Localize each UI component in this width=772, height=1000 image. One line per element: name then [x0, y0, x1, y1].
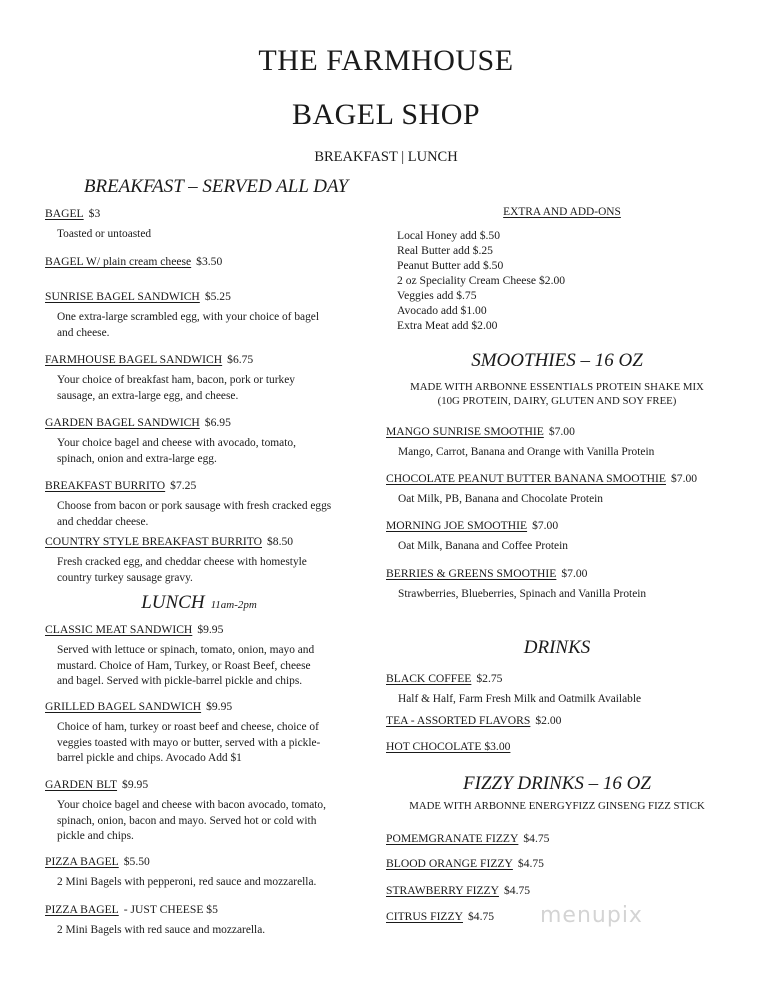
menu-item	[386, 567, 587, 580]
item-description: Half & Half, Farm Fresh Milk and Oatmilk Available	[398, 693, 642, 705]
item-name: TEA - ASSORTED FLAVORS	[386, 714, 531, 727]
item-description: and cheddar cheese.	[57, 515, 149, 528]
addon-item: Local Honey add $.50	[397, 229, 501, 242]
item-description: Your choice bagel and cheese with bacon avocado, tomato,	[57, 799, 326, 811]
watermark: menupix	[540, 903, 643, 928]
item-name: GRILLED BAGEL SANDWICH	[45, 700, 202, 713]
menu-item	[386, 910, 494, 923]
item-name: GARDEN BAGEL SANDWICH	[45, 416, 200, 429]
menu-item	[386, 519, 558, 532]
item-name: MANGO SUNRISE SMOOTHIE	[386, 425, 544, 438]
item-description: Oat Milk, Banana and Coffee Protein	[398, 540, 568, 552]
menu-subtitle: BREAKFAST | LUNCH	[314, 149, 458, 165]
menu-item	[386, 672, 502, 685]
item-name: FARMHOUSE BAGEL SANDWICH	[45, 353, 223, 366]
item-price: $6.95	[204, 416, 231, 429]
item-description: spinach, onion and extra-large egg.	[57, 452, 217, 465]
breakfast-heading: BREAKFAST – SERVED ALL DAY	[83, 176, 349, 197]
item-description: country turkey sausage gravy.	[57, 571, 193, 584]
item-price: - JUST CHEESE $5	[123, 903, 218, 916]
item-name: BERRIES & GREENS SMOOTHIE	[386, 567, 557, 580]
item-price: $9.95	[122, 778, 149, 791]
menu-item	[45, 778, 148, 791]
item-price: $4.75	[517, 857, 544, 870]
item-price: $7.00	[561, 567, 588, 580]
item-description: mustard. Choice of Ham, Turkey, or Roast Beef, cheese	[57, 659, 311, 672]
menu-item	[45, 416, 231, 429]
menu-item	[386, 740, 510, 753]
item-description: Oat Milk, PB, Banana and Chocolate Protein	[398, 493, 603, 505]
item-name: MORNING JOE SMOOTHIE	[386, 519, 528, 532]
item-description: Toasted or untoasted	[57, 228, 152, 240]
addon-item: Avocado add $1.00	[397, 304, 487, 317]
item-price: $3.50	[196, 255, 223, 268]
item-description: veggies toasted with mayo or butter, served with a pickle-	[57, 736, 321, 749]
item-description: pickle and chips.	[57, 830, 134, 842]
item-price: $5.25	[204, 290, 231, 303]
addon-item: 2 oz Speciality Cream Cheese $2.00	[397, 274, 566, 287]
menu-item	[386, 857, 544, 870]
item-price: $4.75	[523, 832, 550, 845]
item-price: $9.95	[206, 700, 233, 713]
menu-item	[386, 714, 561, 727]
item-description: and cheese.	[57, 326, 110, 339]
item-name: COUNTRY STYLE BREAKFAST BURRITO	[45, 535, 262, 548]
smoothies-note: MADE WITH ARBONNE ESSENTIALS PROTEIN SHAKE MIX	[410, 381, 704, 393]
menu-item	[45, 700, 232, 713]
item-price: $9.95	[197, 623, 224, 636]
item-name: POMEMGRANATE FIZZY	[386, 832, 519, 845]
lunch-title: LUNCH	[141, 592, 205, 613]
restaurant-name-line2: BAGEL SHOP	[291, 98, 481, 131]
item-description: Fresh cracked egg, and cheddar cheese with homestyle	[57, 556, 307, 568]
addon-item: Extra Meat add $2.00	[397, 319, 498, 332]
item-price: $8.50	[266, 535, 294, 548]
item-description: spinach, onion, bacon and mayo. Served hot or cold with	[57, 814, 317, 827]
menu-item	[45, 353, 253, 366]
item-name: CITRUS FIZZY	[386, 910, 463, 923]
item-description: Choice of ham, turkey or roast beef and cheese, choice of	[57, 721, 319, 733]
item-description: Strawberries, Blueberries, Spinach and Vanilla Protein	[398, 588, 647, 600]
item-price: $2.00	[535, 714, 562, 727]
item-name: CLASSIC MEAT SANDWICH	[45, 623, 193, 636]
item-description: Served with lettuce or spinach, tomato, onion, mayo and	[57, 644, 315, 656]
lunch-hours: 11am-2pm	[210, 599, 257, 611]
menu-item	[45, 623, 223, 636]
drinks-heading: DRINKS	[523, 637, 591, 658]
item-name: CHOCOLATE PEANUT BUTTER BANANA SMOOTHIE	[386, 472, 666, 485]
menu-item	[45, 255, 222, 268]
addon-item: Veggies add $.75	[397, 289, 477, 302]
item-description: One extra-large scrambled egg, with your choice of bagel	[57, 311, 319, 323]
item-name: BAGEL W/ plain cream cheese	[45, 255, 192, 268]
item-price: $3	[88, 207, 101, 220]
fizzy-heading: FIZZY DRINKS – 16 OZ	[463, 773, 651, 794]
item-name: BREAKFAST BURRITO	[45, 479, 166, 492]
menu-item	[45, 855, 150, 868]
item-description: barrel pickle and chips. Avocado Add $1	[57, 752, 242, 764]
item-price: $6.75	[227, 353, 254, 366]
item-price: $5.50	[123, 855, 150, 868]
item-description: 2 Mini Bagels with red sauce and mozzarella.	[57, 924, 266, 936]
smoothies-note: (10G PROTEIN, DAIRY, GLUTEN AND SOY FREE)	[437, 395, 677, 407]
item-name: HOT CHOCOLATE $3.00	[386, 740, 511, 753]
smoothies-heading: SMOOTHIES – 16 OZ	[471, 350, 643, 371]
item-name: BLACK COFFEE	[386, 672, 472, 685]
menu-item	[386, 884, 530, 897]
item-description: and bagel. Served with pickle-barrel pickle and chips.	[57, 675, 303, 687]
item-price: $7.25	[170, 479, 197, 492]
item-price: $4.75	[467, 910, 495, 923]
restaurant-name-line1: THE FARMHOUSE	[258, 44, 514, 77]
item-price: $7.00	[532, 519, 559, 532]
item-description: Choose from bacon or pork sausage with fresh cracked eggs	[57, 500, 332, 512]
item-price: $7.00	[548, 425, 575, 438]
addon-item: Peanut Butter add $.50	[397, 259, 504, 272]
item-price: $7.00	[670, 472, 698, 485]
menu-item	[45, 290, 231, 303]
item-description: 2 Mini Bagels with pepperoni, red sauce and mozzarella.	[57, 876, 317, 888]
item-name: STRAWBERRY FIZZY	[386, 884, 499, 897]
item-name: GARDEN BLT	[45, 778, 118, 791]
item-description: Your choice of breakfast ham, bacon, pork or turkey	[57, 374, 295, 386]
item-name: PIZZA BAGEL	[45, 855, 119, 868]
addons-heading: EXTRA AND ADD-ONS	[503, 206, 621, 218]
menu-item	[45, 207, 100, 220]
item-price: $2.75	[476, 672, 503, 685]
menu-item	[45, 903, 218, 916]
item-description: Your choice bagel and cheese with avocado, tomato,	[57, 437, 296, 449]
item-name: BAGEL	[45, 207, 84, 220]
menu-item	[386, 832, 549, 845]
item-description: Mango, Carrot, Banana and Orange with Vanilla Protein	[398, 446, 655, 458]
addon-item: Real Butter add $.25	[397, 244, 493, 257]
menu-item	[386, 472, 697, 485]
item-name: BLOOD ORANGE FIZZY	[386, 857, 513, 870]
menu-item	[45, 535, 293, 548]
item-description: sausage, an extra-large egg, and cheese.	[57, 389, 239, 402]
menu-item	[45, 479, 196, 492]
fizzy-note: MADE WITH ARBONNE ENERGYFIZZ GINSENG FIZZ STICK	[409, 800, 705, 812]
lunch-heading	[141, 592, 257, 614]
item-name: PIZZA BAGEL	[45, 903, 119, 916]
menu-item	[386, 425, 575, 438]
item-name: SUNRISE BAGEL SANDWICH	[45, 290, 200, 303]
item-price: $4.75	[503, 884, 531, 897]
